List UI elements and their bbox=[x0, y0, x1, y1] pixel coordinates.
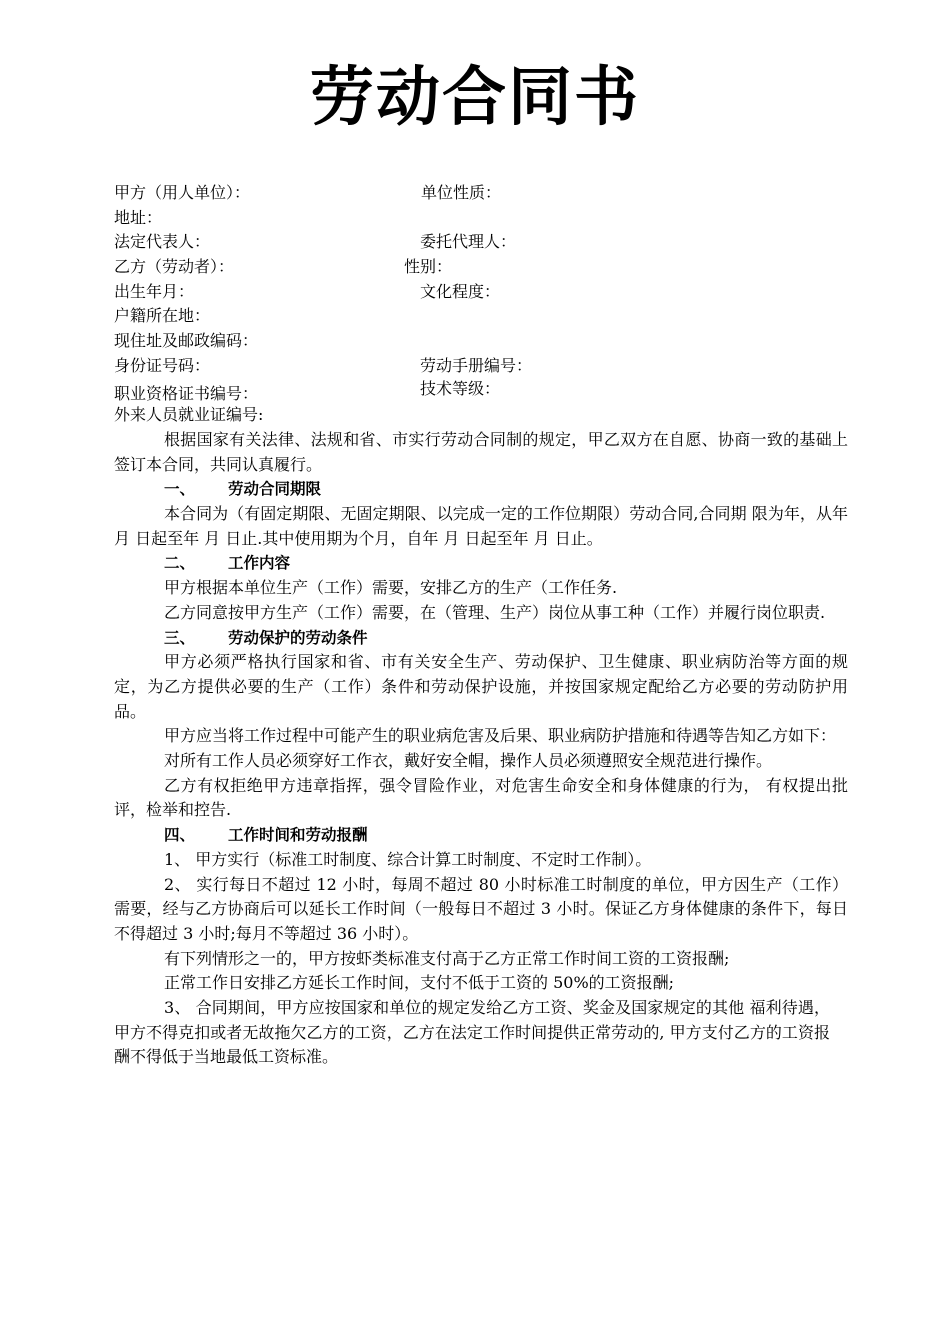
field-label: 甲方（用人单位）： bbox=[114, 183, 251, 202]
field-label: 户籍所在地： bbox=[114, 306, 211, 326]
field-row bbox=[114, 230, 848, 255]
field-label: 地址： bbox=[114, 207, 163, 227]
section-heading bbox=[114, 626, 848, 651]
paragraph: 乙方有权拒绝甲方违章指挥，强令冒险作业，对危害生命安全和身体健康的行为， 有权提出批评，检举和控告. bbox=[114, 775, 848, 820]
section-title: 劳动合同期限 bbox=[228, 480, 322, 499]
paragraph: 3、 合同期间，甲方应按国家和单位的规定发给乙方工资、奖金及国家规定的其他 福利待遇，甲方不得克扣或者无故拖欠乙方的工资，乙方在法定工作时间提供正常劳动的, 甲方支付乙方的工资报酬不得低于当地最低工资标准。 bbox=[114, 998, 830, 1067]
section-heading bbox=[114, 477, 848, 502]
field-row bbox=[114, 379, 848, 404]
section-heading bbox=[114, 823, 848, 848]
field-row bbox=[114, 329, 848, 354]
field-label: 委托代理人： bbox=[420, 232, 517, 252]
paragraph: 甲方应当将工作过程中可能产生的职业病危害及后果、职业病防护措施和待遇等告知乙方如下： bbox=[164, 726, 837, 746]
section-number: 二、 bbox=[164, 554, 196, 573]
field-row bbox=[114, 403, 848, 428]
section-2 bbox=[114, 551, 848, 625]
section-number: 一、 bbox=[164, 480, 196, 499]
paragraph: 甲方必须严格执行国家和省、市有关安全生产、劳动保护、卫生健康、职业病防治等方面的规定，为乙方提供必要的生产（工作）条件和劳动保护设施，并按国家规定配给乙方必要的劳动防护用品。 bbox=[114, 652, 848, 721]
field-label: 性别： bbox=[404, 257, 453, 277]
field-label: 乙方（劳动者）： bbox=[114, 257, 235, 277]
section-title: 工作时间和劳动报酬 bbox=[228, 826, 368, 845]
paragraph: 本合同为（有固定期限、无固定期限、以完成一定的工作位期限）劳动合同,合同期 限为年，从年 月 日起至年 月 日止.其中使用期为个月，自年 月 日起至年 月 日止。 bbox=[114, 503, 848, 548]
field-label: 职业资格证书编号： bbox=[114, 383, 259, 403]
field-row bbox=[114, 206, 848, 231]
contract-body bbox=[114, 181, 848, 1070]
field-label: 技术等级： bbox=[420, 378, 501, 398]
paragraph: 2、 实行每日不超过 12 小时，每周不超过 80 小时标准工时制度的单位，甲方因生产（工作）需要，经与乙方协商后可以延长工作时间（一般每日不超过 3 小时。保证乙方身体健康的条件下，每日不得超过 3 小时;每月不等超过 36 小时）。 bbox=[114, 874, 848, 943]
section-heading bbox=[114, 551, 848, 576]
field-label: 文化程度： bbox=[420, 281, 501, 301]
field-label: 单位性质： bbox=[421, 183, 502, 202]
field-row bbox=[114, 354, 848, 379]
paragraph: 1、 甲方实行（标准工时制度、综合计算工时制度、不定时工作制）。 bbox=[164, 849, 652, 869]
section-3 bbox=[114, 626, 848, 824]
field-label: 法定代表人： bbox=[114, 232, 211, 252]
field-label: 外来人员就业证编号: bbox=[114, 405, 264, 425]
section-title: 劳动保护的劳动条件 bbox=[228, 628, 368, 647]
document-title: 劳动合同书 bbox=[310, 61, 640, 135]
paragraph: 乙方同意按甲方生产（工作）需要，在（管理、生产）岗位从事工种（工作）并履行岗位职责. bbox=[164, 602, 826, 622]
field-row bbox=[114, 304, 848, 329]
section-1 bbox=[114, 477, 848, 551]
field-row bbox=[114, 255, 848, 280]
paragraph: 甲方根据本单位生产（工作）需要，安排乙方的生产（工作任务. bbox=[164, 578, 618, 598]
paragraph: 对所有工作人员必须穿好工作衣，戴好安全帽，操作人员必须遵照安全规范进行操作。 bbox=[164, 751, 773, 771]
section-title: 工作内容 bbox=[228, 554, 291, 573]
field-label: 现住址及邮政编码： bbox=[114, 331, 259, 351]
paragraph: 正常工作日安排乙方延长工作时间，支付不低于工资的 50%的工资报酬; bbox=[164, 973, 675, 993]
field-label: 身份证号码： bbox=[114, 355, 211, 375]
field-row bbox=[114, 181, 848, 206]
section-number: 三、 bbox=[164, 628, 196, 647]
paragraph: 有下列情形之一的，甲方按虾类标准支付高于乙方正常工作时间工资的工资报酬; bbox=[164, 948, 730, 968]
field-label: 出生年月： bbox=[114, 281, 195, 301]
section-number: 四、 bbox=[164, 826, 196, 845]
field-label: 劳动手册编号： bbox=[420, 355, 533, 375]
intro-paragraph: 根据国家有关法律、法规和省、市实行劳动合同制的规定，甲乙双方在自愿、协商一致的基础上签订本合同，共同认真履行。 bbox=[114, 429, 848, 474]
field-row bbox=[114, 280, 848, 305]
section-4 bbox=[114, 823, 848, 1070]
party-info-fields bbox=[114, 181, 848, 428]
